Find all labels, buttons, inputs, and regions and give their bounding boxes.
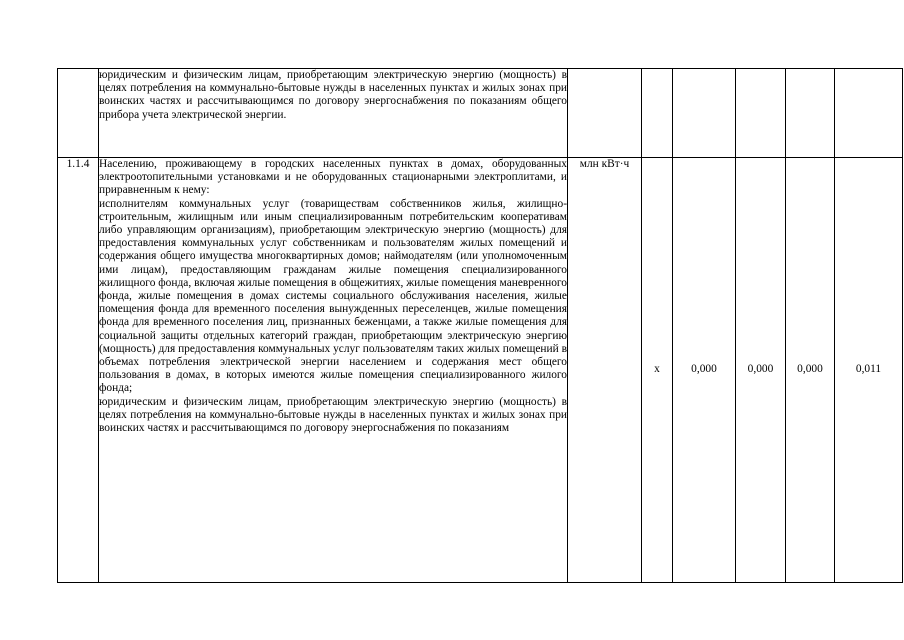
value-cell: 0,000 xyxy=(673,158,736,583)
unit-cell: млн кВт·ч xyxy=(568,158,642,583)
value-cell xyxy=(835,69,903,158)
tariff-table xyxy=(57,68,903,583)
row-number-cell xyxy=(58,69,99,158)
unit-cell xyxy=(568,69,642,158)
table-row xyxy=(58,69,903,158)
value-cell: 0,000 xyxy=(786,158,835,583)
description-text xyxy=(99,158,567,580)
table-row xyxy=(58,158,903,583)
row-description-cell xyxy=(99,69,568,158)
description-paragraph: юридическим и физическим лицам, приобретающим электрическую энергию (мощность) в целях потребления на коммунально-бытовые нужды в населенных пунктах и жилых зонах при воинских частях и рассчитывающимся по договору энергоснабжения по показаниям общего прибора учета электрической энергии. xyxy=(99,69,567,121)
row-description-cell xyxy=(99,158,568,583)
description-paragraph: Населению, проживающему в городских населенных пунктах в домах, оборудованных электроотопительными установками и не оборудованных стационарными электроплитами, и приравненным к нему: xyxy=(99,158,567,197)
description-paragraph: исполнителям коммунальных услуг (товариществам собственников жилья, жилищно-строительным, жилищным или иным специализированным потребительским кооперативам либо управляющим организациям), приобретающим электрическую энергию (мощность) для предоставления коммунальных услуг собственникам и пользователям жилых помещений и содержания общего имущества многоквартирных домов; наймодателям (или уполномоченным ими лицам), предоставляющим гражданам жилые помещения специализированного жилищного фонда, включая жилые помещения в общежитиях, жилые помещения маневренного фонда, жилые помещения в домах системы социального обслуживания населения, жилые помещения фонда для временного поселения вынужденных переселенцев, жилые помещения фонда для временного поселения лиц, признанных беженцами, а также жилые помещения для социальной защиты отдельных категорий граждан, приобретающим электрическую энергию (мощность) для предоставления коммунальных услуг пользователям таких жилых помещений в объемах потребления электрической энергии населением и содержания мест общего пользования в домах, в которых имеются жилые помещения специализированного жилого фонда; xyxy=(99,197,567,395)
value-cell: 0,011 xyxy=(835,158,903,583)
mark-cell: х xyxy=(642,158,673,583)
value-cell xyxy=(786,69,835,158)
value-cell: 0,000 xyxy=(736,158,786,583)
description-paragraph: юридическим и физическим лицам, приобретающим электрическую энергию (мощность) в целях потребления на коммунально-бытовые нужды в населенных пунктах и жилых зонах при воинских частях и рассчитывающимся по договору энергоснабжения по показаниям xyxy=(99,395,567,435)
value-cell xyxy=(673,69,736,158)
row-number-cell: 1.1.4 xyxy=(58,158,99,583)
mark-cell xyxy=(642,69,673,158)
value-cell xyxy=(736,69,786,158)
